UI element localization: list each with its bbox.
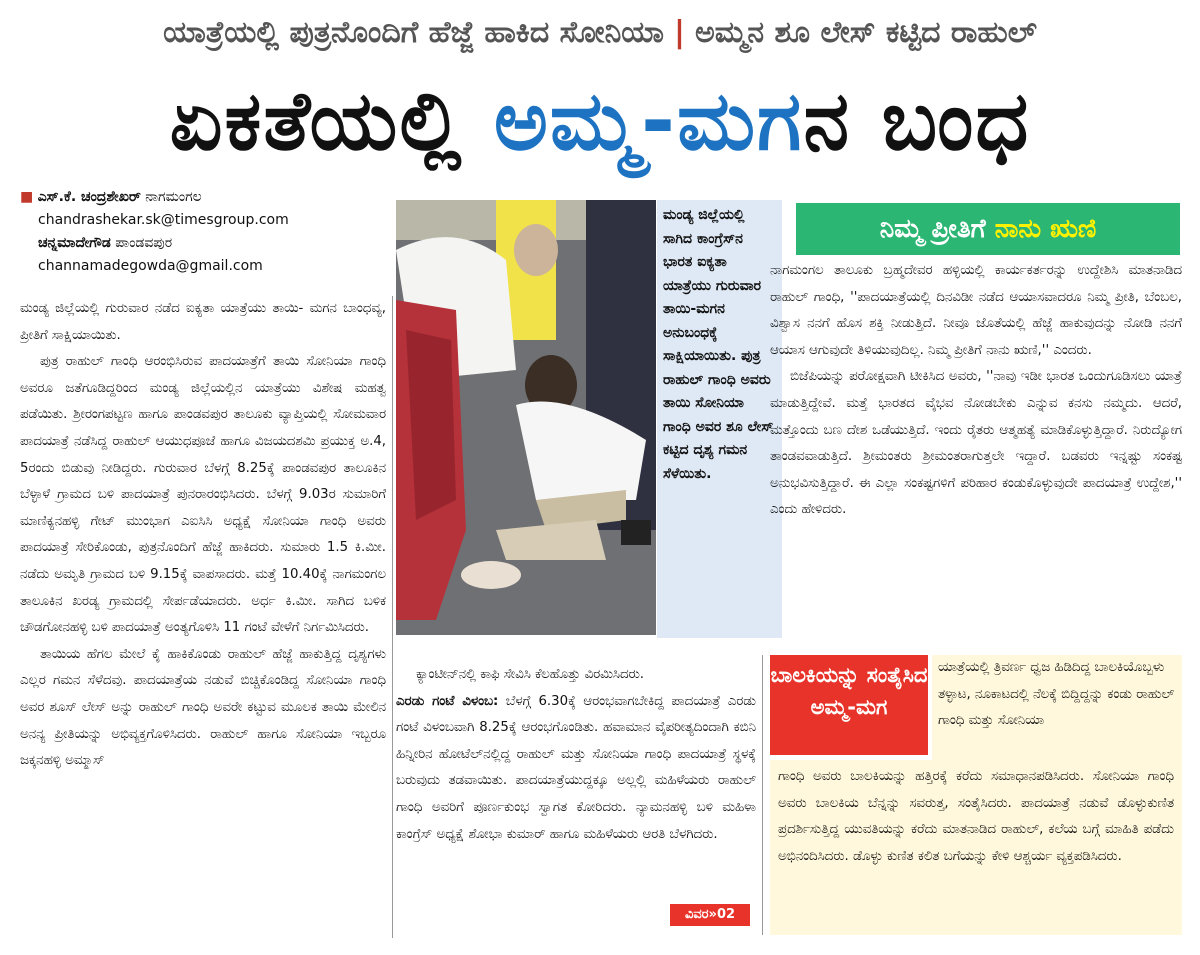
mid-subheading: ಎರಡು ಗಂಟೆ ವಿಳಂಬ: xyxy=(396,693,499,709)
author-2: ಚನ್ನಮಾದೇಗೌಡ xyxy=(38,235,111,251)
box-heading xyxy=(796,203,1180,255)
headline-part3: ನ ಬಂಧ xyxy=(803,74,1031,169)
email-2: channamadegowda@gmail.com xyxy=(38,258,263,274)
girl-box-text-1: ಯಾತ್ರೆಯಲ್ಲಿ ತ್ರಿವರ್ಣ ಧ್ವಜ ಹಿಡಿದಿದ್ದ ಬಾಲಕಿಯೊಬ್ಬಳು ತಳ್ಳಾಟ, ನೂಕಾಟದಲ್ಲಿ ನೆಲಕ್ಕೆ ಬಿದ್ದಿದ್ದನ್ನು ಕಂಡು ರಾಹುಲ್ ಗಾಂಧಿ ಮತ್ತು ಸೋನಿಯಾ xyxy=(932,655,1182,775)
box-heading-part2: ನಾನು ಋಣಿ xyxy=(994,214,1097,244)
kicker-right: ಅಮ್ಮನ ಶೂ ಲೇಸ್ ಕಟ್ಟಿದ ರಾಹುಲ್ xyxy=(694,15,1037,50)
headline-part1: ಏಕತೆಯಲ್ಲಿ xyxy=(169,74,494,169)
left-paragraph-1: ಮಂಡ್ಯ ಜಿಲ್ಲೆಯಲ್ಲಿ ಗುರುವಾರ ನಡೆದ ಐಕ್ಯತಾ ಯಾತ್ರೆಯು ತಾಯಿ- ಮಗನ ಬಾಂಧವ್ಯ, ಪ್ರೀತಿಗೆ ಸಾಕ್ಷಿಯಾಯಿತು. xyxy=(20,301,386,343)
right-paragraph-1: ನಾಗಮಂಗಲ ತಾಲೂಕು ಬ್ರಹ್ಮದೇವರ ಹಳ್ಳಿಯಲ್ಲಿ ಕಾರ್ಯಕರ್ತರನ್ನು ಉದ್ದೇಶಿಸಿ ಮಾತನಾಡಿದ ರಾಹುಲ್ ಗಾಂಧಿ, ''ಪಾದಯಾತ್ರೆಯಲ್ಲಿ ದಿನವಿಡೀ ನಡೆದ ಆಯಾಸವಾದರೂ ನಿಮ್ಮ ಪ್ರೀತಿ, ಬೆಂಬಲ, ವಿಶ್ವಾಸ ನನಗೆ ಹೊಸ ಶಕ್ತಿ ನೀಡುತ್ತಿದೆ. ನೀವೂ ಜೊತೆಯಲ್ಲಿ ಹೆಜ್ಜೆ ಹಾಕುವುದನ್ನು ನೋಡಿ ನನಗೆ ಆಯಾಸ ಆಗುವುದೇ ತಿಳಿಯುವುದಿಲ್ಲ. ನಿಮ್ಮ ಪ್ರೀತಿಗೆ ನಾನು ಋಣಿ,'' ಎಂದರು. xyxy=(770,263,1182,358)
mid-column xyxy=(396,662,756,922)
girl-box-text-2: ಗಾಂಧಿ ಅವರು ಬಾಲಕಿಯನ್ನು ಹತ್ತಿರಕ್ಕೆ ಕರೆದು ಸಮಾಧಾನಪಡಿಸಿದರು. ಸೋನಿಯಾ ಗಾಂಧಿ ಅವರು ಬಾಲಕಿಯ ಬೆನ್ನನ್ನು ಸವರುತ್ತ, ಸಂತೈಸಿದರು. ಪಾದಯಾತ್ರೆ ನಡುವೆ ಡೊಳ್ಳುಕುಣಿತ ಪ್ರದರ್ಶಿಸುತ್ತಿದ್ದ ಯುವತಿಯನ್ನು ಕರೆದು ಮಾತನಾಡಿದ ರಾಹುಲ್, ಕಲೆಯ ಬಗ್ಗೆ ಮಾಹಿತಿ ಪಡೆದು ಅಭಿನಂದಿಸಿದರು. ಡೊಳ್ಳು ಕುಣಿತ ಕಲಿತ ಬಗೆಯನ್ನು ಕೇಳಿ ಆಶ್ಚರ್ಯ ವ್ಯಕ್ತಪಡಿಸಿದರು. xyxy=(770,760,1182,935)
headline-part2: ಅಮ್ಮ-ಮಗ xyxy=(493,74,804,169)
right-box-text xyxy=(770,258,1182,648)
byline xyxy=(20,186,390,294)
place-2: ಪಾಂಡವಪುರ xyxy=(115,235,173,251)
kicker-left: ಯಾತ್ರೆಯಲ್ಲಿ ಪುತ್ರನೊಂದಿಗೆ ಹೆಜ್ಜೆ ಹಾಕಿದ ಸೋನಿಯಾ xyxy=(163,15,664,50)
headline xyxy=(10,62,1190,182)
left-paragraph-3: ತಾಯಿಯ ಹೆಗಲ ಮೇಲೆ ಕೈ ಹಾಕಿಕೊಂಡು ರಾಹುಲ್ ಹೆಜ್ಜೆ ಹಾಕುತ್ತಿದ್ದ ದೃಶ್ಯಗಳು ಎಲ್ಲರ ಗಮನ ಸೆಳೆದವು. ಪಾದಯಾತ್ರೆಯ ನಡುವೆ ಬಿಚ್ಚಿಕೊಂಡಿದ್ದ ಸೋನಿಯಾ ಗಾಂಧಿ ಅವರ ಶೂಸ್ ಲೇಸ್ ಅನ್ನು ರಾಹುಲ್ ಗಾಂಧಿ ಅವರೇ ಕಟ್ಟುವ ಮೂಲಕ ತಾಯಿ ಮೇಲಿನ ಅನನ್ಯ ಪ್ರೀತಿಯನ್ನು ಅಭಿವ್ಯಕ್ತಗೊಳಿಸಿದರು. ರಾಹುಲ್ ಹಾಗೂ ಸೋನಿಯಾ ಇಬ್ಬರೂ ಜಕ್ಕನಹಳ್ಳಿ ಅಮ್ಮಾಸ್ xyxy=(20,646,386,769)
bullet-icon: ■ xyxy=(20,189,38,205)
photo-illustration xyxy=(396,200,656,635)
mid-divider xyxy=(762,655,763,935)
right-paragraph-2: ಬಿಜೆಪಿಯನ್ನು ಪರೋಕ್ಷವಾಗಿ ಟೀಕಿಸಿದ ಅವರು, ''ನಾವು ಇಡೀ ಭಾರತ ಒಂದುಗೂಡಿಸಲು ಯಾತ್ರೆ ಮಾಡುತ್ತಿದ್ದೇವೆ. ಮತ್ತೆ ಭಾರತದ ವೈಭವ ನೋಡಬೇಕು ಎನ್ನುವ ಕನಸು ನಮ್ಮದು. ಆದರೆ, ಮತ್ತೊಂದು ಬಣ ದೇಶ ಒಡೆಯುತ್ತಿದೆ. ಇಂದು ರೈತರು ಆತ್ಮಹತ್ಯೆ ಮಾಡಿಕೊಳ್ಳುತ್ತಿದ್ದಾರೆ. ನಿರುದ್ಯೋಗ ತಾಂಡವವಾಡುತ್ತಿದೆ. ಶ್ರೀಮಂತರು ಶ್ರೀಮಂತರಾಗುತ್ತಲೇ ಇದ್ದಾರೆ. ಬಡವರು ಇನ್ನಷ್ಟು ಸಂಕಷ್ಟ ಅನುಭವಿಸುತ್ತಿದ್ದಾರೆ. ಈ ಎಲ್ಲಾ ಸಂಕಷ್ಟಗಳಿಗೆ ಪರಿಹಾರ ಕಂಡುಕೊಳ್ಳುವುದೇ ಪಾದಯಾತ್ರೆ ಉದ್ದೇಶ,'' ಎಂದು ಹೇಳಿದರು. xyxy=(770,369,1182,518)
girl-box-heading: ಬಾಲಕಿಯನ್ನು ಸಂತೈಸಿದ ಅಮ್ಮ-ಮಗ xyxy=(770,655,928,755)
left-paragraph-2: ಪುತ್ರ ರಾಹುಲ್ ಗಾಂಧಿ ಆರಂಭಿಸಿರುವ ಪಾದಯಾತ್ರೆಗೆ ತಾಯಿ ಸೋನಿಯಾ ಗಾಂಧಿ ಅವರೂ ಜತೆಗೂಡಿದ್ದರಿಂದ ಮಂಡ್ಯ ಜಿಲ್ಲೆಯಲ್ಲಿನ ಯಾತ್ರೆಯು ವಿಶೇಷ ಮಹತ್ವ ಪಡೆಯಿತು. ಶ್ರೀರಂಗಪಟ್ಟಣ ಹಾಗೂ ಪಾಂಡವಪುರ ತಾಲೂಕು ವ್ಯಾಪ್ತಿಯಲ್ಲಿ ಸೋಮವಾರ ಪಾದಯಾತ್ರೆ ನಡೆಸಿದ್ದ ರಾಹುಲ್ ಆಯುಧಪೂಜೆ ಹಾಗೂ ವಿಜಯದಶಮಿ ಪ್ರಯುಕ್ತ ಅ.4, 5ರಂದು ಬಿಡುವು ನೀಡಿದ್ದರು. ಗುರುವಾರ ಬೆಳಗ್ಗೆ 8.25ಕ್ಕೆ ಪಾಂಡವಪುರ ತಾಲೂಕಿನ ಬೆಳ್ಳಾಳೆ ಗ್ರಾಮದ ಬಳಿ ಪಾದಯಾತ್ರೆ ಪುನರಾರಂಭಿಸಿದರು. ಬೆಳಗ್ಗೆ 9.03ರ ಸುಮಾರಿಗೆ ಮಾಣಿಕ್ಯನಹಳ್ಳಿ ಗೇಟ್ ಮುಂಭಾಗ ಎಐಸಿಸಿ ಅಧ್ಯಕ್ಷೆ ಸೋನಿಯಾ ಗಾಂಧಿ ಅವರು ಪಾದಯಾತ್ರೆ ಸೇರಿಕೊಂಡು, ಪುತ್ರನೊಂದಿಗೆ ಹೆಜ್ಜೆ ಹಾಕಿದರು. ಸುಮಾರು 1.5 ಕಿ.ಮೀ. ನಡೆದು ಅಮೃತಿ ಗ್ರಾಮದ ಬಳಿ 9.15ಕ್ಕೆ ವಾಪಸಾದರು. ಮತ್ತೆ 10.40ಕ್ಕೆ ನಾಗಮಂಗಲ ತಾಲೂಕಿನ ಖರಡ್ಯ ಗ್ರಾಮದಲ್ಲಿ ಸೇರ್ಪಡೆಯಾದರು. ಅರ್ಧ ಕಿ.ಮೀ. ಸಾಗಿದ ಬಳಿಕ ಚೌಡಗೋನಹಳ್ಳಿ ಬಳಿ ಪಾದಯಾತ್ರೆ ಅಂತ್ಯಗೊಳಿಸಿ 11 ಗಂಟೆ ವೇಳೆಗೆ ನಿರ್ಗಮಿಸಿದರು. xyxy=(20,354,386,636)
mid-paragraph-1: ಕ್ಯಾಂಟೀನ್‌ನಲ್ಲಿ ಕಾಫಿ ಸೇವಿಸಿ ಕೆಲಹೊತ್ತು ವಿರಮಿಸಿದರು. xyxy=(416,667,645,682)
left-column xyxy=(20,296,386,938)
news-photo xyxy=(396,200,656,635)
column-divider xyxy=(392,296,393,938)
continued-link[interactable]: ವಿವರ»02 xyxy=(670,904,750,926)
email-1: chandrashekar.sk@timesgroup.com xyxy=(38,212,289,228)
photo-caption: ಮಂಡ್ಯ ಜಿಲ್ಲೆಯಲ್ಲಿ ಸಾಗಿದ ಕಾಂಗ್ರೆಸ್‌ನ ಭಾರತ ಐಕ್ಯತಾ ಯಾತ್ರೆಯು ಗುರುವಾರ ತಾಯಿ-ಮಗನ ಅನುಬಂಧಕ್ಕೆ ಸಾಕ್ಷಿಯಾಯಿತು. ಪುತ್ರ ರಾಹುಲ್ ಗಾಂಧಿ ಅವರು ತಾಯಿ ಸೋನಿಯಾ ಗಾಂಧಿ ಅವರ ಶೂ ಲೇಸ್ ಕಟ್ಟಿದ ದೃಶ್ಯ ಗಮನ ಸೆಳೆಯಿತು. xyxy=(657,200,782,638)
author-1: ಎಸ್.ಕೆ. ಚಂದ್ರಶೇಖರ್ xyxy=(37,189,141,205)
kicker xyxy=(20,8,1180,58)
kicker-separator: | xyxy=(673,15,685,50)
place-1: ನಾಗಮಂಗಲ xyxy=(145,189,202,205)
mid-paragraph-2: ಬೆಳಗ್ಗೆ 6.30ಕ್ಕೆ ಆರಂಭವಾಗಬೇಕಿದ್ದ ಪಾದಯಾತ್ರೆ ಎರಡು ಗಂಟೆ ವಿಳಂಬವಾಗಿ 8.25ಕ್ಕೆ ಆರಂಭಗೊಂಡಿತು. ಹವಾಮಾನ ವೈಪರೀತ್ಯದಿಂದಾಗಿ ಕಬಿನಿ ಹಿನ್ನೀರಿನ ಹೋಟೆಲ್‌ನಲ್ಲಿದ್ದ ರಾಹುಲ್ ಮತ್ತು ಸೋನಿಯಾ ಗಾಂಧಿ ಪಾದಯಾತ್ರೆ ಸ್ಥಳಕ್ಕೆ ಬರುವುದು ತಡವಾಯಿತು. ಪಾದಯಾತ್ರೆಯುದ್ದಕ್ಕೂ ಅಲ್ಲಲ್ಲಿ ಮಹಿಳೆಯರು ರಾಹುಲ್ ಗಾಂಧಿ ಅವರಿಗೆ ಪೂರ್ಣಕುಂಭ ಸ್ವಾಗತ ಕೋರಿದರು. ನ್ಯಾಮನಹಳ್ಳಿ ಬಳಿ ಮಹಿಳಾ ಕಾಂಗ್ರೆಸ್ ಅಧ್ಯಕ್ಷೆ ಶೋಭಾ ಕುಮಾರ್ ಹಾಗೂ ಮಹಿಳೆಯರು ಆರತಿ ಬೆಳಗಿದರು. xyxy=(396,693,756,842)
box-heading-part1: ನಿಮ್ಮ ಪ್ರೀತಿಗೆ xyxy=(879,214,995,244)
